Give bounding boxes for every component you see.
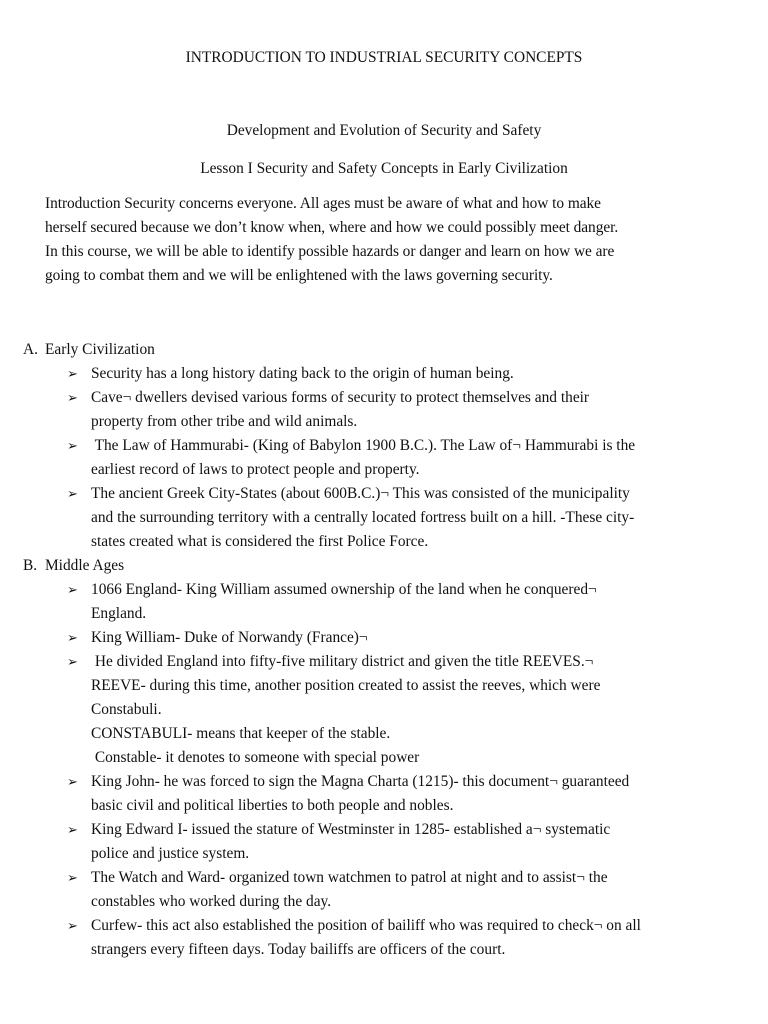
intro-paragraph <box>45 192 735 288</box>
list-item-line: police and justice system. <box>91 845 250 862</box>
list-item-line: 1066 England- King William assumed ownership of the land when he conquered¬ <box>91 581 597 598</box>
list-item <box>23 866 741 914</box>
list-item <box>23 578 741 626</box>
arrowhead-bullet-icon: ➢ <box>67 774 78 789</box>
list-item <box>23 770 741 818</box>
arrowhead-bullet-icon: ➢ <box>67 438 78 453</box>
list-item-line: Constable- it denotes to someone with special power <box>91 749 420 766</box>
section-letter: A. <box>23 341 38 358</box>
list-item-line: basic civil and political liberties to both people and nobles. <box>91 797 454 814</box>
list-item-line: earliest record of laws to protect people and property. <box>91 461 420 478</box>
list-item-line: King Edward I- issued the stature of Westminster in 1285- established a¬ systematic <box>91 821 611 838</box>
list-item <box>23 650 741 770</box>
list-item-line: He divided England into fifty-five military district and given the title REEVES.¬ <box>91 653 594 670</box>
arrowhead-bullet-icon: ➢ <box>67 918 78 933</box>
list-item-line: King William- Duke of Norwandy (France)¬ <box>91 629 368 646</box>
section-title: Early Civilization <box>45 341 155 358</box>
arrowhead-bullet-icon: ➢ <box>67 654 78 669</box>
list-item <box>23 434 741 482</box>
list-item-line: Cave¬ dwellers devised various forms of security to protect themselves and their <box>91 389 590 406</box>
arrowhead-bullet-icon: ➢ <box>67 582 78 597</box>
list-item-line: states created what is considered the first Police Force. <box>91 533 429 550</box>
list-item-line: England. <box>91 605 147 622</box>
list-item <box>23 482 741 554</box>
list-item-line: Curfew- this act also established the position of bailiff who was required to check¬ on all <box>91 917 641 934</box>
list-item <box>23 914 741 962</box>
arrowhead-bullet-icon: ➢ <box>67 390 78 405</box>
document-title: INTRODUCTION TO INDUSTRIAL SECURITY CONCEPTS <box>185 49 583 66</box>
bullet-list-early-civilization <box>23 362 743 554</box>
list-item <box>23 818 741 866</box>
list-item-line: Security has a long history dating back to the origin of human being. <box>91 365 514 382</box>
list-item-line: REEVE- during this time, another position created to assist the reeves, which were <box>91 677 601 694</box>
document-subtitle: Development and Evolution of Security and Safety <box>226 122 542 139</box>
arrowhead-bullet-icon: ➢ <box>67 630 78 645</box>
list-item-line: The Law of Hammurabi- (King of Babylon 1900 B.C.). The Law of¬ Hammurabi is the <box>91 437 636 454</box>
list-item <box>23 362 741 386</box>
list-item-line: constables who worked during the day. <box>91 893 332 910</box>
section-title: Middle Ages <box>45 557 125 574</box>
intro-line: going to combat them and we will be enlightened with the laws governing security. <box>45 267 553 284</box>
arrowhead-bullet-icon: ➢ <box>67 822 78 837</box>
arrowhead-bullet-icon: ➢ <box>67 870 78 885</box>
list-item-line: The ancient Greek City-States (about 600B.C.)¬ This was consisted of the municipality <box>91 485 630 502</box>
list-item <box>23 626 741 650</box>
sections <box>23 338 743 962</box>
list-item-line: Constabuli. <box>91 701 162 718</box>
arrowhead-bullet-icon: ➢ <box>67 366 78 381</box>
list-item-line: The Watch and Ward- organized town watchmen to patrol at night and to assist¬ the <box>91 869 608 886</box>
intro-line: herself secured because we don’t know when, where and how we could possibly meet danger. <box>45 219 619 236</box>
list-item-line: King John- he was forced to sign the Magna Charta (1215)- this document¬ guaranteed <box>91 773 630 790</box>
section-heading-early-civilization <box>23 338 743 362</box>
list-item-line: CONSTABULI- means that keeper of the stable. <box>91 725 391 742</box>
list-item-line: and the surrounding territory with a centrally located fortress built on a hill. -These city- <box>91 509 635 526</box>
lesson-heading: Lesson I Security and Safety Concepts in Early Civilization <box>200 160 568 177</box>
section-heading-middle-ages <box>23 554 743 578</box>
list-item-line: property from other tribe and wild animals. <box>91 413 358 430</box>
list-item <box>23 386 741 434</box>
bullet-list-middle-ages <box>23 578 743 962</box>
arrowhead-bullet-icon: ➢ <box>67 486 78 501</box>
list-item-line: strangers every fifteen days. Today bailiffs are officers of the court. <box>91 941 506 958</box>
intro-line: In this course, we will be able to identify possible hazards or danger and learn on how we are <box>45 243 615 260</box>
intro-line: Introduction Security concerns everyone. All ages must be aware of what and how to make <box>45 195 601 212</box>
section-letter: B. <box>23 557 38 574</box>
